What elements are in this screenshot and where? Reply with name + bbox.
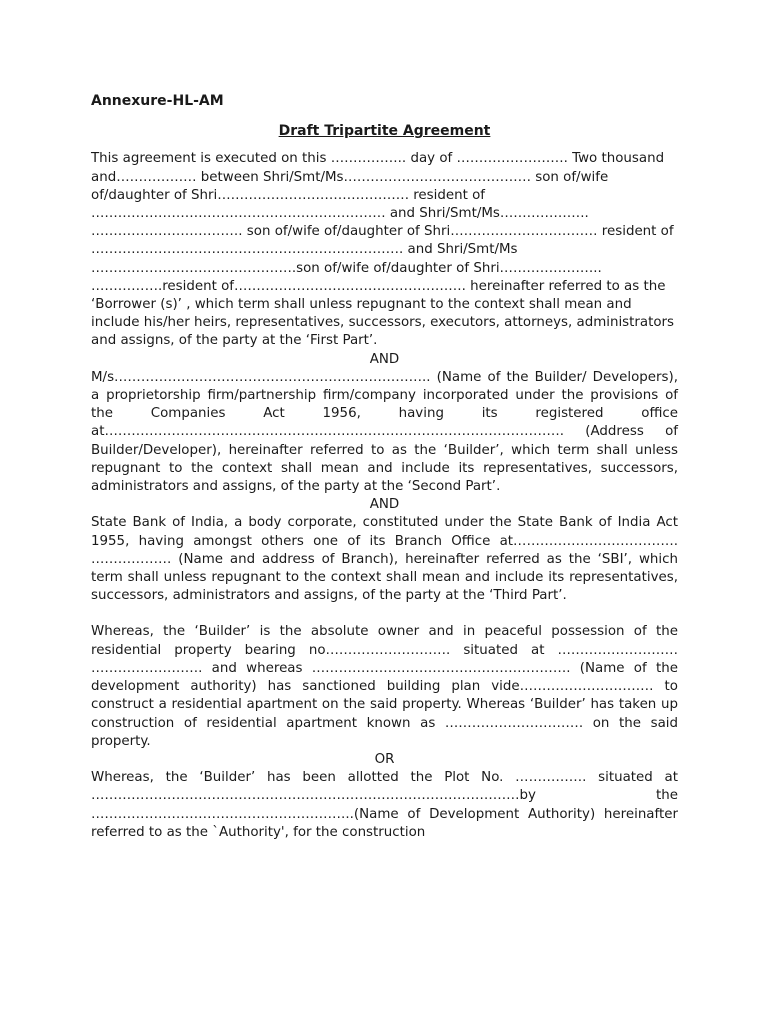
paragraph-whereas-builder-owner: Whereas, the ‘Builder’ is the absolute owner and in peaceful possession of the residential property bearing no………………………. situated at ……………………… ……………………. and whereas …………………………………………………. (Name of the development authority) has sanctioned building plan vide………………………… to construct a residential apartment on the said property. Whereas ‘Builder’ has taken up construction of residential apartment known as …………………………. on the said property. bbox=[91, 624, 678, 749]
and-separator-2: AND bbox=[369, 497, 400, 513]
paragraph-whereas-plot-allotted: Whereas, the ‘Builder’ has been allotted the Plot No. ……………. situated at ……………………………………………………………………………………by the …………………………………………………..(Name of Development Authority) hereinafter referred to as the `Authority', for the construction bbox=[91, 770, 678, 840]
paragraph-third-part: State Bank of India, a body corporate, constituted under the State Bank of India Act 1955, having amongst others one of its Branch Office at………………………………. ……………… (Name and address of Branch), hereinafter referred as the ‘SBI’, which term shall unless repugnant to the context shall mean and include its representatives, successors, administrators and assigns, of the party at the ‘Third Part’. bbox=[91, 515, 678, 604]
paragraph-gap bbox=[91, 605, 678, 623]
annexure-label: Annexure-HL-AM bbox=[91, 93, 224, 109]
document-title: Draft Tripartite Agreement bbox=[278, 123, 491, 140]
document-page bbox=[91, 92, 678, 842]
or-separator: OR bbox=[374, 751, 395, 767]
and-separator-1: AND bbox=[369, 351, 400, 367]
paragraph-second-part: M/s…………………………………………………………….. (Name of the Builder/ Developers), a proprietorship firm/partnership firm/company incorporated under the provisions of the Companies Act 1956, having its registered office at…………………………………………………………………………………………. (Address of Builder/Developer), hereinafter referred to as the ‘Builder’, which term shall unless repugnant to the context shall mean and include its representatives, successors, administrators and assigns, of the party at the ‘Second Part’. bbox=[91, 369, 678, 495]
paragraph-first-part: This agreement is executed on this …………….. day of ……………………. Two thousand and……………… between Shri/Smt/Ms…………………………………… son of/wife of/daughter of Shri……………………………………. resident of ………………………………………………………… and Shri/Smt/Ms……………….. ……………………………. son of/wife of/daughter of Shri…………………………… resident of ……………………………………………………………. and Shri/Smt/Ms ……………………………………….son of/wife of/daughter of Shri………………….. …………….resident of……………………………………………. hereinafter referred to as the ‘Borrower (s)’ , which term shall unless repugnant to the context shall mean and include his/her heirs, representatives, successors, executors, attorneys, administrators and assigns, of the party at the ‘First Part’. bbox=[91, 151, 675, 349]
